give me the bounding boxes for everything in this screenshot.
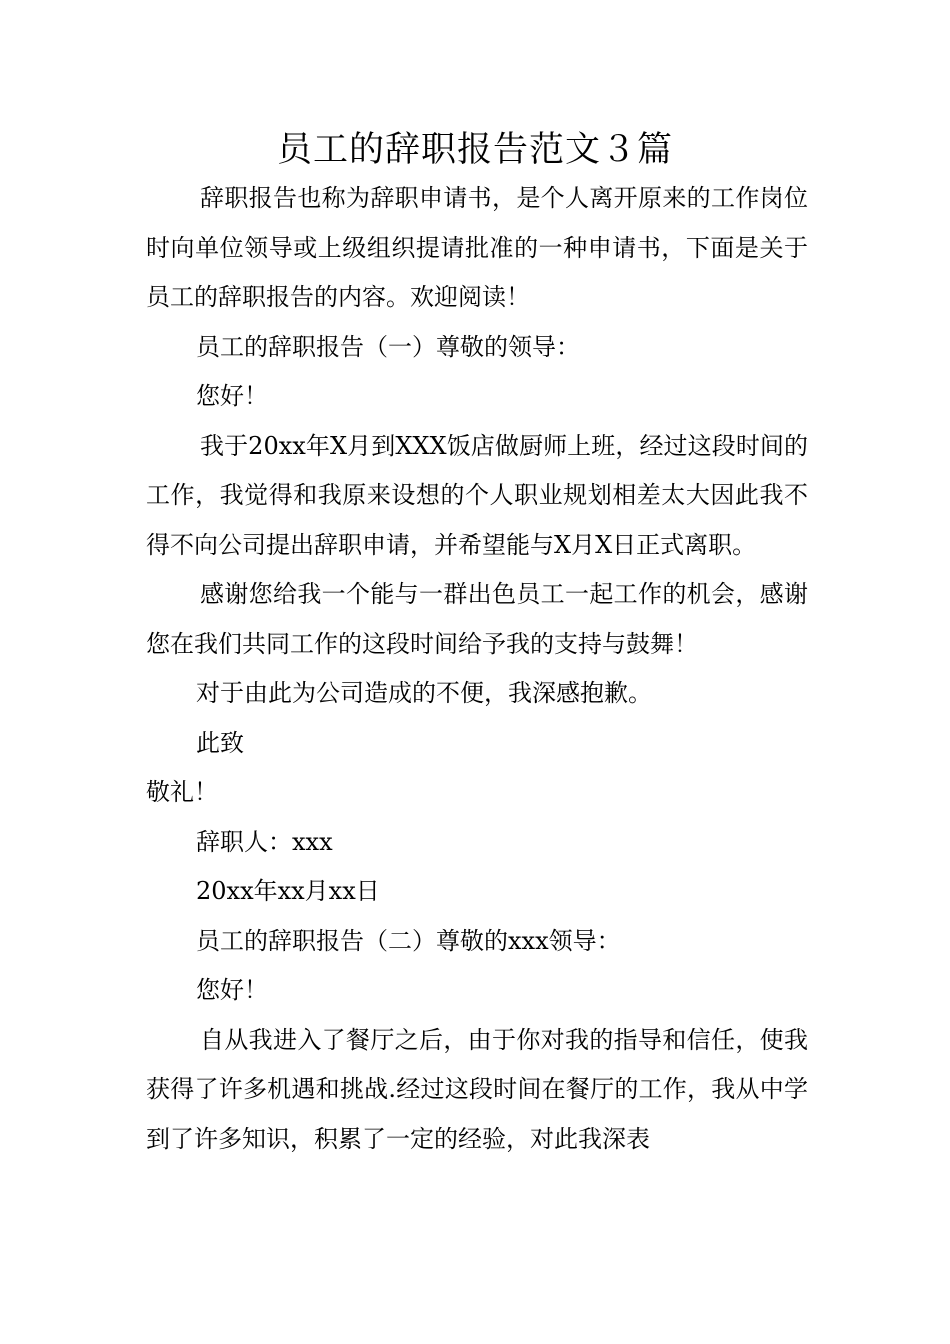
date-line: 20xx年xx月xx日 [196, 877, 380, 905]
document-body [146, 174, 808, 1164]
signature: 辞职人：xxx [196, 827, 333, 856]
body-paragraph: 对于由此为公司造成的不便，我深感抱歉。 [196, 679, 652, 707]
body-paragraph: 自从我进入了餐厅之后，由于你对我的指导和信任，使我获得了许多机遇和挑战.经过这段时间在餐厅的工作，我从中学到了许多知识，积累了一定的经验，对此我深表 [146, 1025, 808, 1153]
greeting-2: 您好！ [196, 976, 268, 1004]
salutation: 敬礼！ [146, 778, 218, 806]
body-paragraph: 感谢您给我一个能与一群出色员工一起工作的机会，感谢您在我们共同工作的这段时间给予我的支持与鼓舞！ [146, 580, 808, 658]
intro-paragraph: 辞职报告也称为辞职申请书，是个人离开原来的工作岗位时向单位领导或上级组织提请批准的一种申请书，下面是关于员工的辞职报告的内容。欢迎阅读！ [146, 184, 808, 311]
closing-line: 此致 [196, 728, 244, 757]
section-heading-1: 员工的辞职报告（一）尊敬的领导： [196, 332, 580, 361]
document-title: 员工的辞职报告范文３篇 [276, 130, 673, 170]
greeting-1: 您好！ [196, 382, 268, 410]
section-heading-2: 员工的辞职报告（二）尊敬的xxx领导： [196, 926, 621, 955]
body-paragraph: 我于20xx年X月到XXX饭店做厨师上班，经过这段时间的工作，我觉得和我原来设想的个人职业规划相差太大因此我不得不向公司提出辞职申请，并希望能与X月X日正式离职。 [146, 431, 808, 559]
